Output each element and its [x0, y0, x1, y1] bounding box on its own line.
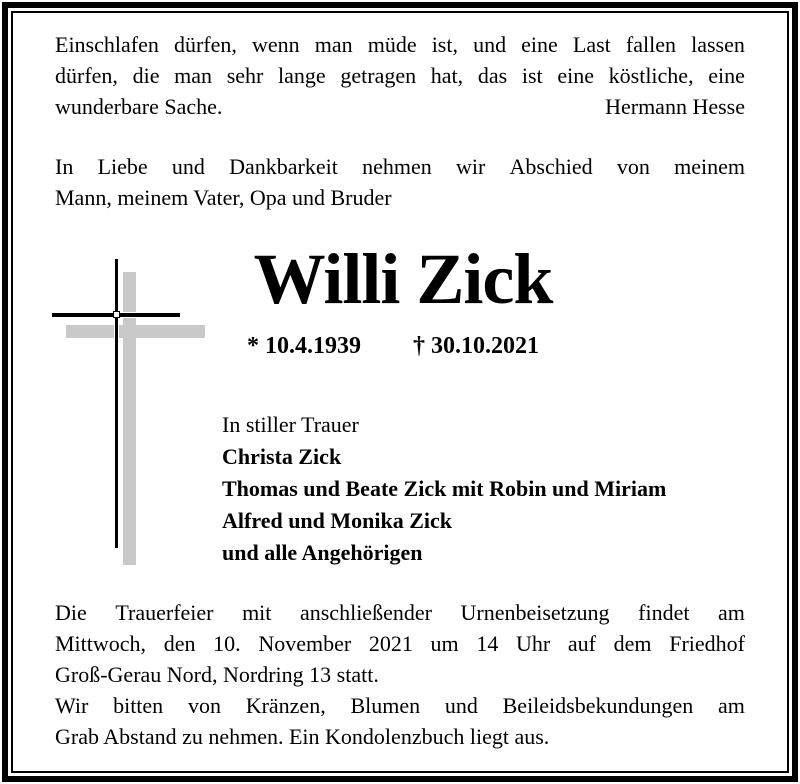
cross-icon: [114, 259, 119, 548]
mourner-name: Alfred und Monika Zick: [222, 508, 453, 533]
quote-line: dürfen, die man sehr lange getragen hat, das ist eine köstliche, eine: [55, 63, 745, 88]
funeral-line: Groß-Gerau Nord, Nordring 13 statt.: [55, 662, 379, 687]
life-dates: [247, 333, 539, 360]
funeral-line: Mittwoch, den 10. November 2021 um 14 Uhr auf dem Friedhof: [55, 631, 745, 656]
intro-line: Mann, meinem Vater, Opa und Bruder: [55, 185, 392, 210]
mourners-list: [222, 409, 666, 569]
quote-paragraph: [55, 29, 745, 122]
mourner-name: Thomas und Beate Zick mit Robin und Miriam: [222, 476, 667, 501]
memorial-section: [13, 220, 787, 572]
deceased-name: Willi Zick: [253, 239, 553, 319]
quote-line-end: wunderbare Sache.: [55, 94, 223, 119]
quote-last-line: [55, 91, 745, 122]
funeral-line: Wir bitten von Kränzen, Blumen und Beileidsbekundungen am: [55, 693, 745, 718]
mourners-intro: In stiller Trauer: [222, 412, 359, 437]
death-date-value: 30.10.2021: [431, 333, 539, 359]
inner-border: [11, 11, 789, 773]
intro-line: In Liebe und Dankbarkeit nehmen wir Abschied von meinem: [55, 154, 745, 179]
born-star-icon: *: [247, 333, 259, 359]
cross-center-detail: [113, 311, 120, 318]
death-date: [413, 333, 539, 360]
quote-attribution: Hermann Hesse: [605, 94, 745, 119]
obituary-notice: [13, 13, 787, 771]
mourner-name: und alle Angehörigen: [222, 540, 423, 565]
funeral-line: Die Trauerfeier mit anschließender Urnenbeisetzung findet am: [55, 600, 745, 625]
funeral-line: Grab Abstand zu nehmen. Ein Kondolenzbuch liegt aus.: [55, 724, 550, 749]
birth-date: [247, 333, 361, 360]
intro-paragraph: [55, 151, 745, 213]
outer-border: [2, 2, 798, 782]
birth-date-value: 10.4.1939: [265, 333, 361, 359]
mourner-name: Christa Zick: [222, 444, 342, 469]
funeral-details: [55, 597, 745, 752]
quote-line: Einschlafen dürfen, wenn man müde ist, und eine Last fallen lassen: [55, 32, 745, 57]
cross-icon: [66, 325, 205, 338]
death-dagger-icon: †: [413, 333, 425, 359]
